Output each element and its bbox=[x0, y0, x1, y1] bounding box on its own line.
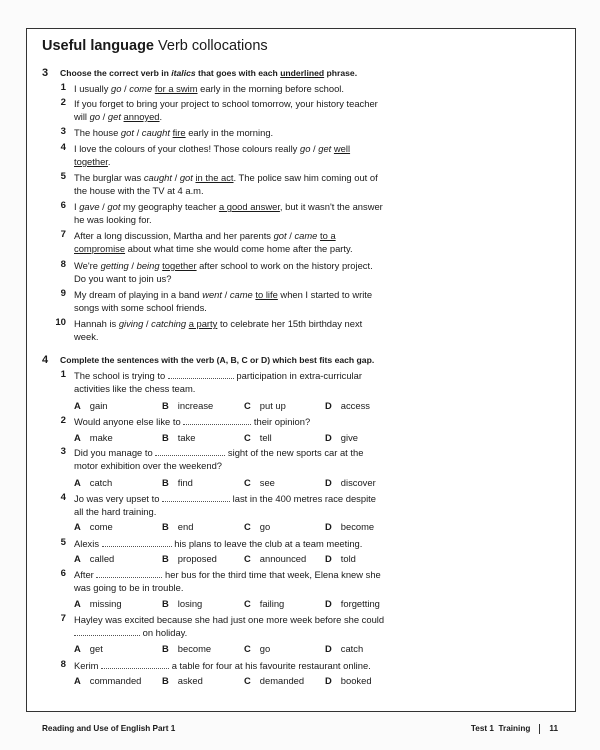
option-c[interactable]: C go bbox=[244, 643, 271, 654]
option-d[interactable]: D access bbox=[325, 400, 370, 411]
q3-item-number: 5 bbox=[60, 171, 66, 182]
option-b[interactable]: B losing bbox=[162, 598, 203, 609]
option-d[interactable]: D become bbox=[325, 521, 375, 532]
q4-options bbox=[74, 432, 394, 444]
option-c[interactable]: C put up bbox=[244, 400, 286, 411]
q4-item: After her bus for the third time that week, Elena knew she was going to be in trouble. bbox=[74, 569, 381, 593]
option-d[interactable]: D catch bbox=[325, 643, 364, 654]
q4-options bbox=[74, 553, 394, 565]
section-heading bbox=[42, 38, 268, 54]
q3-item-number: 8 bbox=[60, 259, 66, 270]
q3-item-number: 3 bbox=[60, 126, 66, 137]
option-a[interactable]: A get bbox=[74, 643, 103, 654]
q4-item-number: 2 bbox=[60, 415, 66, 426]
question-4-instruction: Complete the sentences with the verb (A, B, C or D) which best fits each gap. bbox=[60, 355, 375, 365]
q3-item: Hannah is giving / catching a party to celebrate her 15th birthday next week. bbox=[74, 318, 363, 342]
q4-options bbox=[74, 675, 394, 687]
page-number: 11 bbox=[549, 724, 558, 734]
q4-item: Hayley was excited because she had just one more week before she could on holiday. bbox=[74, 614, 385, 638]
option-b[interactable]: B find bbox=[162, 477, 193, 488]
q4-item: The school is trying to participation in extra-curricular activities like the chess team. bbox=[74, 370, 362, 394]
q4-item: Alexis his plans to leave the club at a team meeting. bbox=[74, 538, 363, 549]
option-b[interactable]: B asked bbox=[162, 675, 203, 686]
q3-item-number: 7 bbox=[60, 229, 66, 240]
option-d[interactable]: D booked bbox=[325, 675, 372, 686]
q3-item-number: 9 bbox=[60, 288, 66, 299]
heading-bold: Useful language bbox=[42, 38, 154, 54]
option-a[interactable]: A missing bbox=[74, 598, 122, 609]
option-c[interactable]: C tell bbox=[244, 432, 272, 443]
option-b[interactable]: B proposed bbox=[162, 553, 217, 564]
option-d[interactable]: D discover bbox=[325, 477, 376, 488]
q4-item-number: 5 bbox=[60, 537, 66, 548]
option-c[interactable]: C announced bbox=[244, 553, 307, 564]
footer-section: Test 1 Training bbox=[470, 724, 531, 734]
q4-options bbox=[74, 598, 394, 610]
q3-item: My dream of playing in a band went / came to life when I started to write songs with some school friends. bbox=[74, 289, 373, 313]
q3-item: After a long discussion, Martha and her parents got / came to a compromise about what time she would come home after the party. bbox=[74, 230, 353, 254]
q3-item-number: 10 bbox=[55, 317, 66, 328]
q3-item: The burglar was caught / got in the act. The police saw him coming out of the house with the TV at 4 a.m. bbox=[74, 172, 378, 196]
question-3-number: 3 bbox=[42, 67, 49, 79]
option-c[interactable]: C go bbox=[244, 521, 271, 532]
option-d[interactable]: D forgetting bbox=[325, 598, 380, 609]
question-4-number: 4 bbox=[42, 354, 49, 366]
footer-separator bbox=[539, 724, 540, 734]
option-b[interactable]: B take bbox=[162, 432, 196, 443]
option-c[interactable]: C see bbox=[244, 477, 275, 488]
footer-right bbox=[471, 724, 558, 734]
q4-item-number: 7 bbox=[60, 613, 66, 624]
option-a[interactable]: A called bbox=[74, 553, 115, 564]
option-a[interactable]: A come bbox=[74, 521, 113, 532]
option-d[interactable]: D give bbox=[325, 432, 358, 443]
q3-item-number: 4 bbox=[60, 142, 66, 153]
option-b[interactable]: B become bbox=[162, 643, 212, 654]
option-a[interactable]: A commanded bbox=[74, 675, 142, 686]
option-c[interactable]: C demanded bbox=[244, 675, 305, 686]
q4-item-number: 4 bbox=[60, 492, 66, 503]
q4-item-number: 3 bbox=[60, 446, 66, 457]
heading-subtitle: Verb collocations bbox=[158, 38, 268, 54]
q4-options bbox=[74, 521, 394, 533]
q3-item: The house got / caught fire early in the morning. bbox=[74, 127, 274, 138]
q4-item: Kerim a table for four at his favourite restaurant online. bbox=[74, 660, 371, 671]
q4-item: Did you manage to sight of the new sports car at the motor exhibition over the weekend? bbox=[74, 447, 364, 471]
q4-item: Would anyone else like to their opinion? bbox=[74, 416, 311, 427]
q4-options bbox=[74, 477, 394, 489]
q3-item: I gave / got my geography teacher a good answer, but it wasn't the answer he was looking for. bbox=[74, 201, 383, 225]
q4-options bbox=[74, 643, 394, 655]
option-a[interactable]: A make bbox=[74, 432, 113, 443]
option-d[interactable]: D told bbox=[325, 553, 356, 564]
option-c[interactable]: C failing bbox=[244, 598, 285, 609]
option-a[interactable]: A gain bbox=[74, 400, 108, 411]
q4-item: Jo was very upset to last in the 400 metres race despite all the hard training. bbox=[74, 493, 376, 517]
q3-item-number: 2 bbox=[60, 97, 66, 108]
option-a[interactable]: A catch bbox=[74, 477, 113, 488]
q3-item: If you forget to bring your project to school tomorrow, your history teacher will go / get annoyed. bbox=[74, 98, 378, 122]
q3-item-number: 1 bbox=[60, 82, 66, 93]
q3-item: We're getting / being together after school to work on the history project. Do you want to join us? bbox=[74, 260, 373, 284]
option-b[interactable]: B end bbox=[162, 521, 194, 532]
q4-item-number: 1 bbox=[60, 369, 66, 380]
q4-options bbox=[74, 400, 394, 412]
question-3-instruction: Choose the correct verb in italics that goes with each underlined phrase. bbox=[60, 68, 358, 78]
q3-item: I usually go / come for a swim early in the morning before school. bbox=[74, 83, 344, 94]
q4-item-number: 6 bbox=[60, 568, 66, 579]
footer-left: Reading and Use of English Part 1 bbox=[42, 724, 176, 733]
option-b[interactable]: B increase bbox=[162, 400, 214, 411]
q3-item-number: 6 bbox=[60, 200, 66, 211]
q3-item: I love the colours of your clothes! Those colours really go / get well together. bbox=[74, 143, 351, 167]
q4-item-number: 8 bbox=[60, 659, 66, 670]
